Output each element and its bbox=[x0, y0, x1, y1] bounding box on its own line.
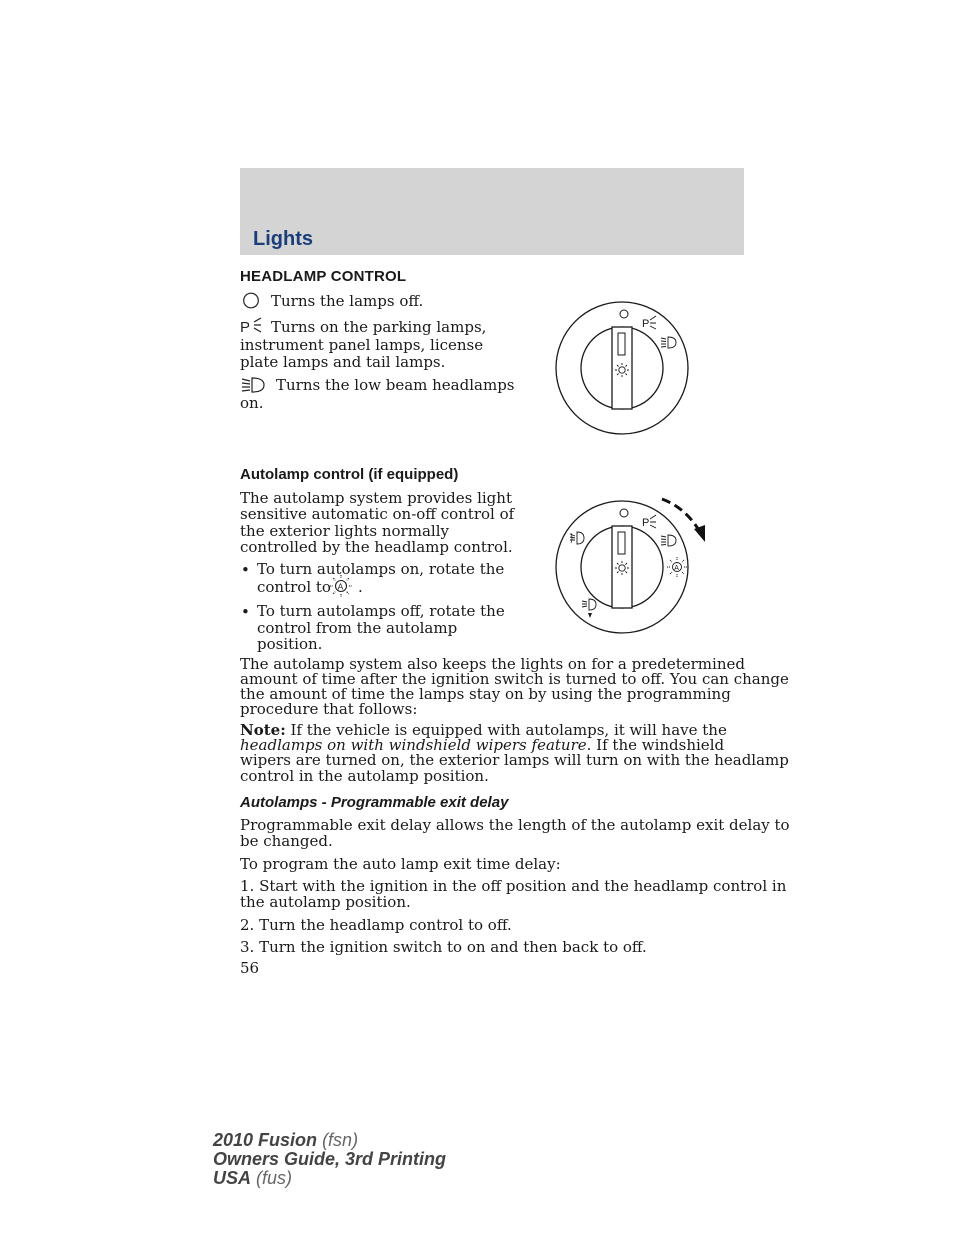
note-line-3: wipers are turned on, the exterior lamps will turn on with the headlamp bbox=[240, 751, 789, 769]
parking-letter: P bbox=[240, 319, 251, 335]
parking-lamp-icon bbox=[240, 317, 264, 335]
parking-line-2: instrument panel lamps, license bbox=[240, 336, 484, 354]
note-label: Note: bbox=[240, 721, 286, 739]
svg-text:P: P bbox=[642, 318, 650, 330]
note-text-1: If the vehicle is equipped with autolamps, it will have the bbox=[285, 721, 727, 739]
footer-guide: Owners Guide, 3rd Printing bbox=[213, 1149, 447, 1169]
dial-autolamp-position-icon bbox=[667, 557, 687, 577]
exit-delay-p1-line-1: Programmable exit delay allows the length of the autolamp exit delay to bbox=[240, 816, 790, 834]
autolamp-intro-line-3: the exterior lights normally bbox=[240, 522, 449, 540]
step-1-line-2: the autolamp position. bbox=[240, 893, 411, 911]
autolamp-paragraph-line-4: procedure that follows: bbox=[240, 700, 418, 718]
autolamp-paragraph-line-3: the amount of time the lamps stay on by using the programming bbox=[240, 685, 731, 703]
document-footer bbox=[213, 1131, 446, 1188]
bullet-marker: • bbox=[241, 561, 250, 579]
footer-model-code: (fsn) bbox=[322, 1130, 359, 1150]
autolamp-icon bbox=[329, 574, 353, 598]
autolamp-paragraph-line-2: amount of time after the ignition switch is turned to off. You can change bbox=[240, 670, 789, 688]
parking-line-1: Turns on the parking lamps, bbox=[271, 318, 487, 336]
note-line-4: control in the autolamp position. bbox=[240, 767, 489, 785]
step-2: 2. Turn the headlamp control to off. bbox=[240, 916, 512, 934]
svg-text:A: A bbox=[337, 581, 344, 592]
note-feature-name: headlamps on with windshield wipers feature bbox=[240, 736, 587, 754]
section-title: Lights bbox=[253, 228, 313, 250]
section-header-band bbox=[240, 168, 744, 255]
page-number: 56 bbox=[240, 959, 260, 977]
footer-region-code: (fus) bbox=[256, 1168, 293, 1188]
exit-delay-p1-line-2: be changed. bbox=[240, 832, 333, 850]
autolamp-paragraph-line-1: The autolamp system also keeps the lights on for a predetermined bbox=[240, 655, 745, 673]
footer-model: 2010 Fusion bbox=[213, 1130, 318, 1150]
autolamp-intro-line-1: The autolamp system provides light bbox=[240, 489, 512, 507]
exit-delay-heading: Autolamps - Programmable exit delay bbox=[240, 794, 509, 811]
knob-grip bbox=[612, 327, 632, 409]
low-beam-line-1: Turns the low beam headlamps bbox=[276, 376, 515, 394]
exit-delay-p2: To program the auto lamp exit time delay: bbox=[240, 855, 561, 873]
autolamp-control-diagram bbox=[555, 490, 715, 640]
bullet-1-line-2: control to bbox=[257, 578, 331, 596]
bullet-2-line-1: To turn autolamps off, rotate the bbox=[257, 602, 505, 620]
svg-text:P: P bbox=[642, 517, 650, 529]
autolamp-intro-line-4: controlled by the headlamp control. bbox=[240, 538, 513, 556]
step-1-line-1: 1. Start with the ignition in the off position and the headlamp control in bbox=[240, 877, 787, 895]
low-beam-icon bbox=[240, 376, 266, 394]
bullet-2-line-3: position. bbox=[257, 635, 323, 653]
off-description: Turns the lamps off. bbox=[271, 292, 424, 310]
autolamp-heading: Autolamp control (if equipped) bbox=[240, 466, 459, 483]
bullet-1-line-1: To turn autolamps on, rotate the bbox=[257, 560, 505, 578]
step-3: 3. Turn the ignition switch to on and then back to off. bbox=[240, 938, 647, 956]
parking-line-3: plate lamps and tail lamps. bbox=[240, 353, 446, 371]
headlamp-heading: HEADLAMP CONTROL bbox=[240, 268, 407, 285]
headlamp-control-diagram bbox=[555, 300, 693, 438]
knob-grip bbox=[612, 526, 632, 608]
low-beam-line-2: on. bbox=[240, 394, 264, 412]
bullet-marker: • bbox=[241, 603, 250, 621]
bullet-1-end: . bbox=[358, 578, 363, 596]
autolamp-intro-line-2: sensitive automatic on-off control of bbox=[240, 505, 515, 523]
svg-text:A: A bbox=[674, 565, 679, 572]
off-position-icon bbox=[242, 292, 260, 310]
bullet-2-line-2: control from the autolamp bbox=[257, 619, 458, 637]
footer-region: USA bbox=[213, 1168, 252, 1188]
note-text-2: . If the windshield bbox=[586, 736, 725, 754]
